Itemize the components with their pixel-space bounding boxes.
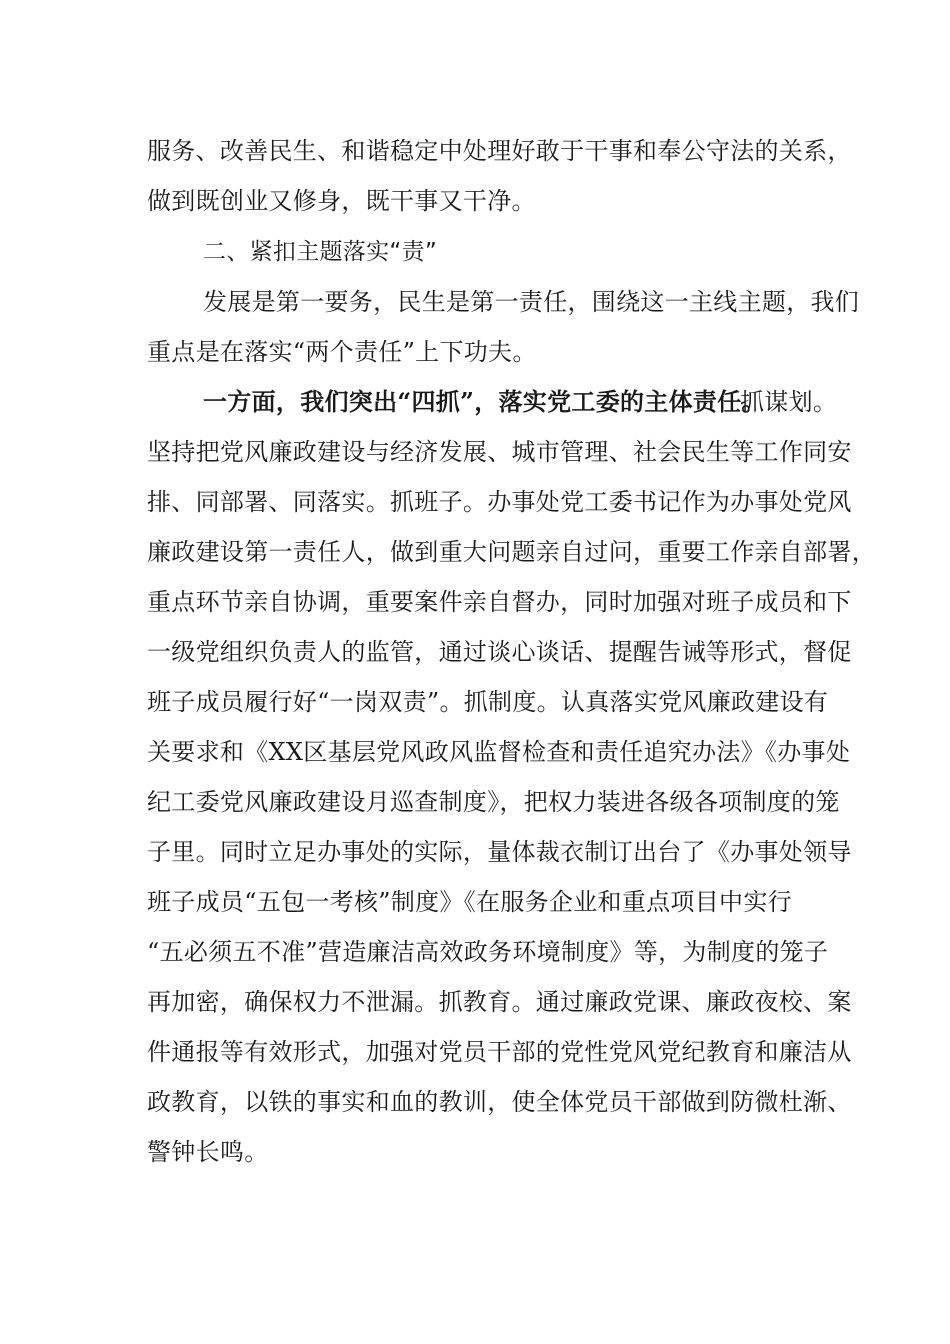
paragraph-line: 抓谋划。 <box>740 388 838 416</box>
paragraph-line: 排、同部署、同落实。抓班子。办事处党工委书记作为办事处党风 <box>147 488 852 516</box>
paragraph-line: 警钟长鸣。 <box>147 1138 269 1166</box>
paragraph-line: 一级党组织负责人的监管，通过谈心谈话、提醒告诫等形式，督促 <box>147 638 852 666</box>
paragraph-line: “五必须五不准”营造廉洁高效政务环境制度》等，为制度的笼子 <box>147 938 829 966</box>
paragraph-line: 廉政建设第一责任人，做到重大问题亲自过问，重要工作亲自部署， <box>147 538 876 566</box>
paragraph-line: 班子成员履行好“一岗双责”。抓制度。认真落实党风廉政建设有 <box>147 688 829 716</box>
paragraph-line: 坚持把党风廉政建设与经济发展、城市管理、社会民生等工作同安 <box>147 438 852 466</box>
section-heading: 二、紧扣主题落实“责” <box>203 239 438 265</box>
paragraph-line: 重点环节亲自协调，重要案件亲自督办，同时加强对班子成员和下 <box>147 588 852 616</box>
paragraph-line: 关要求和《XX区基层党风政风监督检查和责任追究办法》《办事处 <box>147 738 851 766</box>
paragraph-line: 纪工委党风廉政建设月巡查制度》，把权力装进各级各项制度的笼 <box>147 788 840 816</box>
paragraph-line: 重点是在落实“两个责任”上下功夫。 <box>147 338 537 366</box>
paragraph-line: 服务、改善民生、和谐稳定中处理好敢于干事和奉公守法的关系， <box>147 137 852 165</box>
paragraph-line: 件通报等有效形式，加强对党员干部的党性党风党纪教育和廉洁从 <box>147 1038 852 1066</box>
paragraph-line: 班子成员“五包一考核”制度》《在服务企业和重点项目中实行 <box>147 888 792 916</box>
paragraph-line: 发展是第一要务，民生是第一责任，围绕这一主线主题，我们 <box>203 288 860 316</box>
paragraph-line: 子里。同时立足办事处的实际，量体裁衣制订出台了《办事处领导 <box>147 838 852 866</box>
paragraph-line: 再加密，确保权力不泄漏。抓教育。通过廉政党课、廉政夜校、案 <box>147 988 852 1016</box>
bold-lead-sentence: 一方面，我们突出“四抓”，落实党工委的主体责任。 <box>203 387 766 416</box>
paragraph-line: 做到既创业又修身，既干事又干净。 <box>147 187 536 215</box>
paragraph-line: 政教育，以铁的事实和血的教训，使全体党员干部做到防微杜渐、 <box>147 1088 852 1116</box>
